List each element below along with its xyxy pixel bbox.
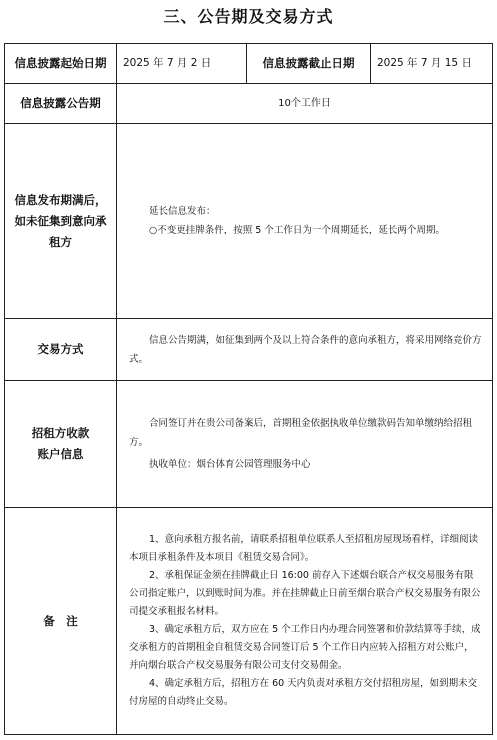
trade-method-label: 交易方式 [5, 319, 117, 381]
announcement-period-value: 10个工作日 [117, 84, 493, 124]
disclosure-start-value: 2025 年 7 月 2 日 [117, 44, 247, 84]
table-row [5, 381, 493, 508]
account-info-label-line: 招租方收款 [31, 426, 90, 440]
table-row [5, 319, 493, 381]
after-expiry-label-line: 租方 [49, 234, 72, 249]
remark-item: 2、承租保证金须在挂牌截止日 16:00 前存入下述烟台联合产权交易服务有限公司指定账户，以到账时间为准。并在挂牌截止日前至烟台联合产权交易服务有限公司提交承租报名材料。 [129, 570, 481, 617]
remark-item: 4、确定承租方后，招租方在 60 天内负责对承租方交付招租房屋，如到期未交付房屋的自动终止交易。 [129, 678, 478, 707]
extension-heading: 延长信息发布： [149, 206, 216, 217]
table-row [5, 84, 493, 124]
announcement-period-label: 信息披露公告期 [5, 84, 117, 124]
account-info-label-line: 账户信息 [37, 447, 84, 461]
after-expiry-label-line: 信息发布期满后， [14, 192, 107, 207]
trade-method-text: 信息公告期满，如征集到两个及以上符合条件的意向承租方，将采用网络竞价方式。 [129, 334, 482, 365]
account-info-label [5, 381, 117, 508]
table-row [5, 124, 493, 319]
table-row [5, 44, 493, 84]
disclosure-start-label: 信息披露起始日期 [5, 44, 117, 84]
after-expiry-content [117, 124, 493, 319]
table-row [5, 508, 493, 735]
section-title: 三、公告期及交易方式 [163, 7, 334, 26]
account-info-para: 合同签订并在贵公司备案后，首期租金依据执收单位缴款码告知单缴纳给招租方。 [129, 418, 473, 448]
disclosure-end-value: 2025 年 7 月 15 日 [371, 44, 493, 84]
collecting-unit: 执收单位：烟台体育公园管理服务中心 [149, 459, 311, 470]
remark-item: 1、意向承租方报名前，请联系招租单位联系人至招租房屋现场看样，详细阅读本项目承租条件及本项目《租赁交易合同》。 [129, 534, 479, 563]
announcement-table [4, 43, 493, 735]
disclosure-end-label: 信息披露截止日期 [247, 44, 371, 84]
extension-option: ○不变更挂牌条件，按照 5 个工作日为一个周期延长，延长两个周期。 [149, 225, 445, 236]
after-expiry-label [5, 124, 117, 319]
after-expiry-label-line: 如未征集到意向承 [14, 213, 107, 228]
remarks-label: 备 注 [5, 508, 117, 735]
remark-item: 3、确定承租方后，双方应在 5 个工作日内办理合同签署和价款结算等手续，成交承租方的首期租金自租赁交易合同签订后 5 个工作日内应转入招租方对公账户，并向烟台联合产权交易服务有限公司支付交易佣金。 [129, 624, 481, 671]
